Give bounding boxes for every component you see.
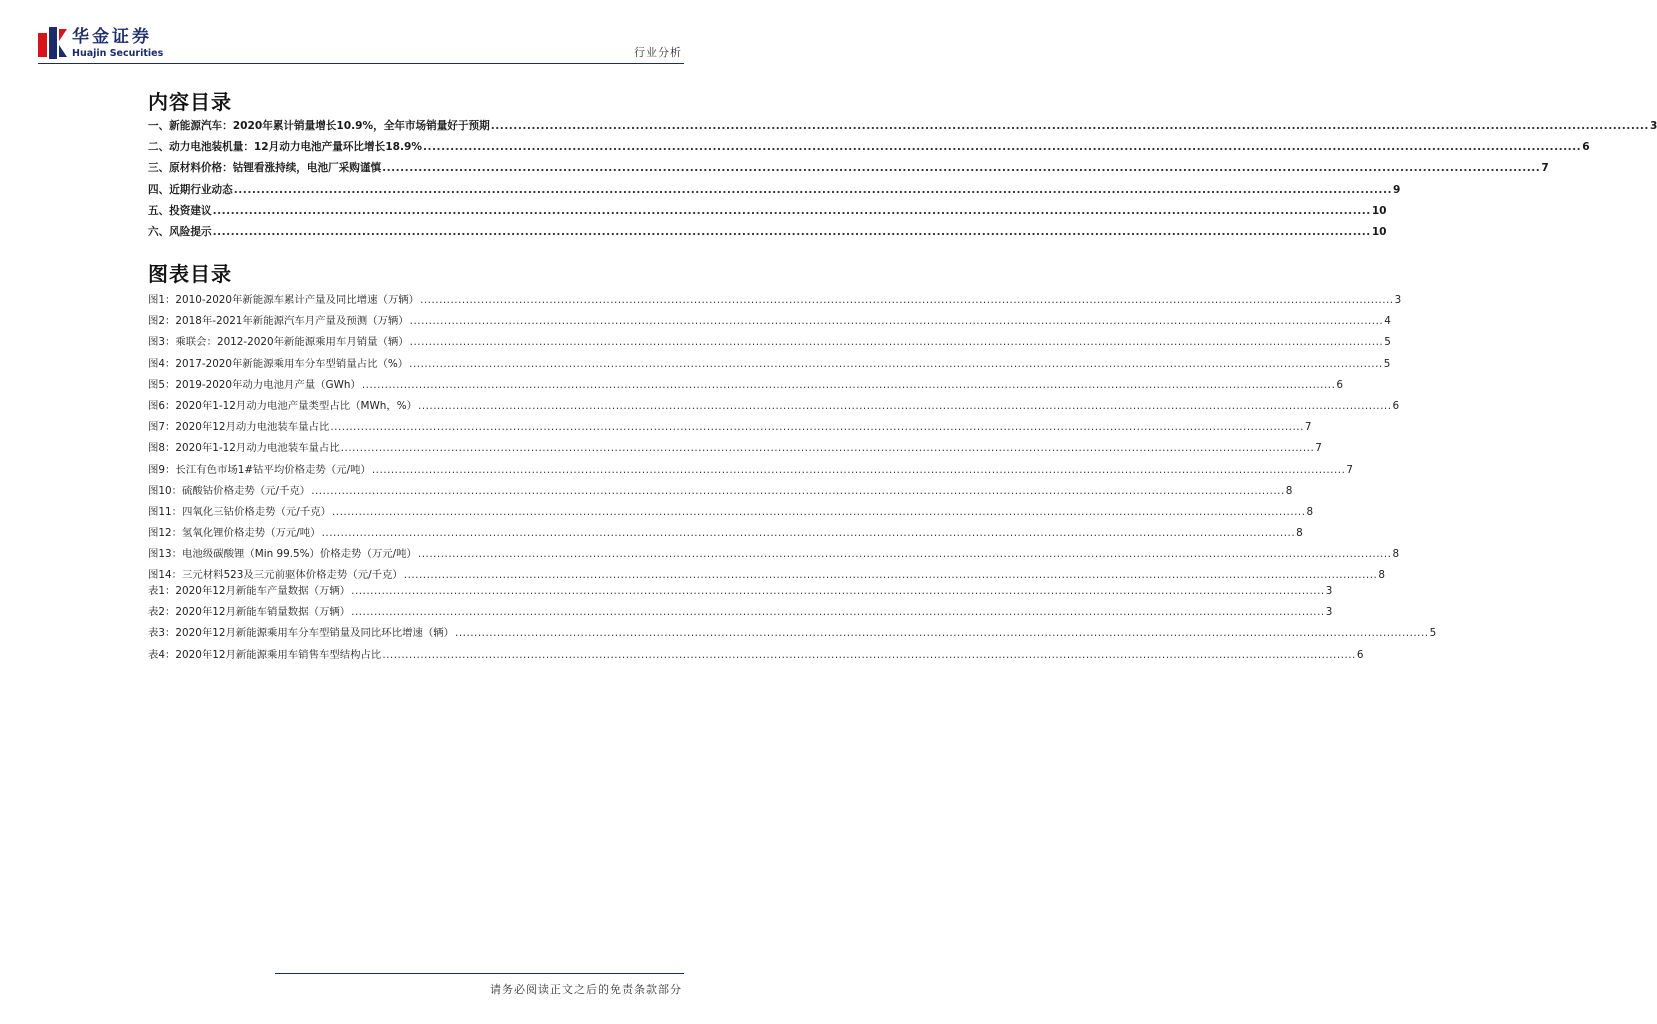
company-logo bbox=[38, 27, 168, 61]
toc-item[interactable] bbox=[148, 224, 1387, 245]
dot-leader bbox=[322, 527, 1296, 539]
figure-item[interactable] bbox=[148, 503, 1314, 524]
toc-item-text: 一、新能源汽车：2020年累计销量增长10.9%，全年市场销量好于预期 bbox=[148, 120, 490, 132]
report-category: 行业分析 bbox=[634, 46, 682, 59]
dot-leader bbox=[382, 649, 1356, 661]
dot-leader bbox=[341, 442, 1315, 454]
table-item-page: 3 bbox=[1325, 585, 1333, 597]
toc-item[interactable] bbox=[148, 203, 1387, 224]
figure-item-text: 图3：乘联会：2012-2020年新能源乘用车月销量（辆） bbox=[148, 336, 409, 349]
figure-item[interactable] bbox=[148, 312, 1391, 333]
toc-item-text: 五、投资建议 bbox=[148, 204, 212, 217]
figure-item-page: 3 bbox=[1394, 294, 1402, 306]
dot-leader bbox=[420, 294, 1394, 306]
figure-item[interactable] bbox=[148, 333, 1391, 354]
header-divider bbox=[38, 63, 684, 64]
figure-item-text: 图1：2010-2020年新能源车累计产量及同比增速（万辆） bbox=[148, 294, 420, 306]
figure-item-text: 图5：2019-2020年动力电池月产量（GWh） bbox=[148, 378, 361, 391]
figure-item[interactable] bbox=[148, 397, 1400, 418]
figure-item-page: 8 bbox=[1378, 569, 1385, 582]
dot-leader bbox=[410, 315, 1384, 327]
dot-leader bbox=[423, 141, 1581, 153]
figure-item-page: 4 bbox=[1384, 315, 1391, 328]
dot-leader bbox=[372, 464, 1346, 476]
figure-item[interactable] bbox=[148, 291, 1402, 312]
brand-name-cn: 华金证券 bbox=[72, 27, 152, 47]
figure-item-text: 图12：氢氧化锂价格走势（万元/吨） bbox=[148, 527, 321, 540]
dot-leader bbox=[382, 162, 1540, 174]
dot-leader bbox=[362, 379, 1336, 391]
figure-item-page: 7 bbox=[1304, 421, 1312, 434]
figure-item-text: 图13：电池级碳酸锂（Min 99.5%）价格走势（万元/吨） bbox=[148, 548, 417, 561]
figure-item-text: 图4：2017-2020年新能源乘用车分车型销量占比（%） bbox=[148, 357, 409, 370]
huajin-logo-icon bbox=[38, 27, 68, 59]
dot-leader bbox=[234, 184, 1392, 196]
figure-item[interactable] bbox=[148, 439, 1322, 460]
toc-item[interactable] bbox=[148, 139, 1590, 160]
figure-item-text: 图6：2020年1-12月动力电池产量类型占比（MWh，%） bbox=[148, 399, 417, 412]
figure-item[interactable] bbox=[148, 461, 1354, 482]
toc-item-page: 6 bbox=[1582, 141, 1590, 154]
dot-leader bbox=[351, 585, 1325, 597]
tables-list bbox=[148, 582, 1437, 667]
figure-item[interactable] bbox=[148, 482, 1293, 503]
table-item-page: 3 bbox=[1325, 606, 1333, 619]
table-item-text: 表1：2020年12月新能车产量数据（万辆） bbox=[148, 585, 351, 597]
toc-item-page: 7 bbox=[1541, 162, 1549, 175]
figure-item-text: 图9：长江有色市场1#钴平均价格走势（元/吨） bbox=[148, 463, 371, 476]
disclaimer-note: 请务必阅读正文之后的免责条款部分 bbox=[490, 983, 682, 996]
toc-item[interactable] bbox=[148, 118, 1657, 139]
toc-item-text: 二、动力电池装机量：12月动力电池产量环比增长18.9% bbox=[148, 141, 422, 154]
figures-title: 图表目录 bbox=[148, 262, 232, 286]
table-item-page: 6 bbox=[1356, 648, 1364, 661]
figure-item-page: 7 bbox=[1346, 463, 1354, 476]
footer-divider bbox=[275, 973, 684, 974]
dot-leader bbox=[409, 358, 1383, 370]
figure-item-text: 图14：三元材料523及三元前驱体价格走势（元/千克） bbox=[148, 569, 403, 582]
dot-leader bbox=[410, 336, 1384, 348]
contents-list bbox=[148, 118, 1657, 245]
figure-item[interactable] bbox=[148, 418, 1312, 439]
toc-item-page: 3 bbox=[1649, 120, 1657, 132]
dot-leader bbox=[418, 400, 1392, 412]
figure-item-page: 6 bbox=[1336, 378, 1344, 391]
dot-leader bbox=[213, 205, 1371, 217]
figure-item-page: 8 bbox=[1296, 527, 1303, 540]
table-item-page: 5 bbox=[1429, 627, 1437, 640]
figures-list bbox=[148, 291, 1402, 588]
dot-leader bbox=[351, 606, 1325, 618]
figure-item-text: 图7：2020年12月动力电池装车量占比 bbox=[148, 421, 330, 434]
table-item[interactable] bbox=[148, 582, 1333, 603]
figure-item-text: 图11：四氧化三钴价格走势（元/千克） bbox=[148, 505, 331, 518]
toc-item-text: 六、风险提示 bbox=[148, 225, 212, 238]
dot-leader bbox=[330, 421, 1304, 433]
figure-item-page: 6 bbox=[1392, 399, 1400, 412]
toc-item-page: 9 bbox=[1393, 183, 1401, 196]
figure-item-page: 8 bbox=[1306, 505, 1314, 518]
toc-item-text: 四、近期行业动态 bbox=[148, 183, 233, 196]
brand-name-en: Huajin Securities bbox=[72, 48, 164, 59]
dot-leader bbox=[332, 506, 1306, 518]
figure-item[interactable] bbox=[148, 545, 1400, 566]
toc-item-text: 三、原材料价格：钴锂看涨持续，电池厂采购谨慎 bbox=[148, 162, 382, 175]
dot-leader bbox=[213, 226, 1371, 238]
toc-item[interactable] bbox=[148, 160, 1549, 181]
dot-leader bbox=[418, 548, 1392, 560]
toc-item-page: 10 bbox=[1371, 204, 1387, 217]
toc-item[interactable] bbox=[148, 182, 1401, 203]
contents-title: 内容目录 bbox=[148, 90, 232, 114]
figure-item-page: 7 bbox=[1315, 442, 1322, 455]
table-item-text: 表4：2020年12月新能源乘用车销售车型结构占比 bbox=[148, 648, 382, 661]
dot-leader bbox=[404, 569, 1378, 581]
figure-item[interactable] bbox=[148, 524, 1303, 545]
figure-item-text: 图8：2020年1-12月动力电池装车量占比 bbox=[148, 442, 340, 455]
table-item[interactable] bbox=[148, 624, 1437, 645]
toc-item-page: 10 bbox=[1371, 225, 1387, 238]
figure-item[interactable] bbox=[148, 355, 1391, 376]
figure-item-text: 图2：2018年-2021年新能源汽车月产量及预测（万辆） bbox=[148, 315, 409, 328]
dot-leader bbox=[491, 120, 1649, 132]
dot-leader bbox=[311, 485, 1285, 497]
figure-item-page: 8 bbox=[1392, 548, 1400, 561]
table-item[interactable] bbox=[148, 603, 1333, 624]
figure-item-text: 图10：硫酸钴价格走势（元/千克） bbox=[148, 484, 311, 497]
table-item-text: 表3：2020年12月新能源乘用车分车型销量及同比环比增速（辆） bbox=[148, 627, 455, 640]
table-item-text: 表2：2020年12月新能车销量数据（万辆） bbox=[148, 606, 351, 619]
dot-leader bbox=[455, 627, 1429, 639]
table-item[interactable] bbox=[148, 646, 1364, 667]
figure-item[interactable] bbox=[148, 376, 1344, 397]
figure-item-page: 8 bbox=[1285, 484, 1293, 497]
figure-item-page: 5 bbox=[1384, 336, 1391, 349]
figure-item-page: 5 bbox=[1383, 357, 1391, 370]
